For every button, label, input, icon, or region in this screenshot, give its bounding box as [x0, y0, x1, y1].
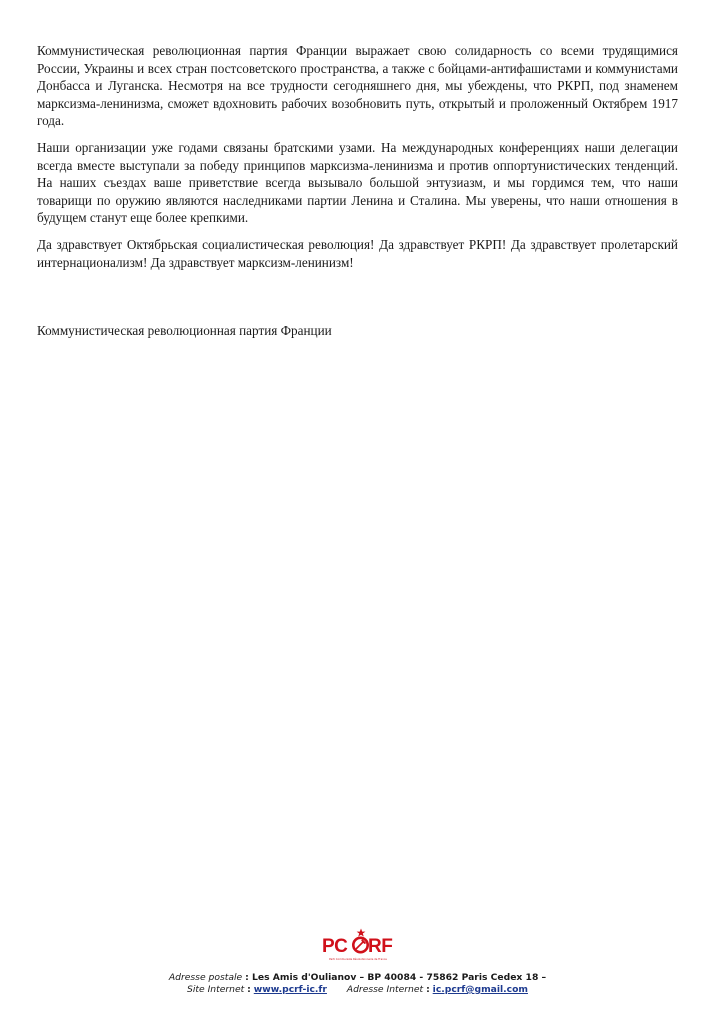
- logo-tagline: Parti Communiste Révolutionnaire de France: [328, 958, 387, 961]
- paragraph-1: Коммунистическая революционная партия Франции выражает свою солидарность со всеми трудящимися России, Украины и всех стран постсоветского пространства, а также с бойцами-антифашистами и коммунистами Донбасса и Луганска. Несмотря на все трудности сегодняшнего дня, мы убеждены, что РКРП, под знаменем марксизма-ленинизма, сможет вдохновить рабочих возобновить путь, открытый и проложенный Октябрем 1917 года.: [37, 43, 678, 129]
- email-link[interactable]: ic.pcrf@gmail.com: [432, 984, 528, 995]
- star-icon: [356, 929, 365, 937]
- pcrf-logo-graphic: [318, 928, 398, 964]
- web-contact-line: [0, 984, 715, 996]
- site-link[interactable]: www.pcrf-ic.fr: [253, 984, 327, 995]
- signature: Коммунистическая революционная партия Франции: [37, 323, 332, 338]
- paragraph-2: Наши организации уже годами связаны братскими узами. На международных конференциях наши делегации всегда вместе выступали за победу принципов марксизма-ленинизма и против оппортунистических тенденций. На наших съездах ваше приветствие всегда вызывало большой энтузиазм, и мы гордимся тем, что наши товарищи по оружию являются наследниками партии Ленина и Сталина. Мы уверены, что наши отношения в будущем станут еще более крепкими.: [37, 139, 678, 226]
- site-label: Site Internet: [187, 984, 245, 995]
- pcrf-logo: [318, 928, 398, 964]
- postal-label: Adresse postale: [168, 972, 243, 983]
- site-sep: :: [247, 984, 251, 995]
- logo-text-right: RF: [367, 936, 392, 957]
- email-label: Adresse Internet: [346, 984, 424, 995]
- footer-contact: [0, 972, 715, 996]
- letter-body: [37, 42, 678, 280]
- email-sep: :: [426, 984, 430, 995]
- paragraph-3: Да здравствует Октябрьская социалистическая революция! Да здравствует РКРП! Да здравствует пролетарский интернационализм! Да здравствует марксизм-ленинизм!: [37, 236, 678, 270]
- postal-value: : Les Amis d'Oulianov – BP 40084 - 75862 Paris Cedex 18 –: [245, 972, 547, 983]
- footer: [0, 928, 715, 996]
- logo-text-left: PC: [321, 936, 347, 957]
- hammer-sickle-icon: [353, 938, 367, 952]
- postal-address-line: [0, 972, 715, 984]
